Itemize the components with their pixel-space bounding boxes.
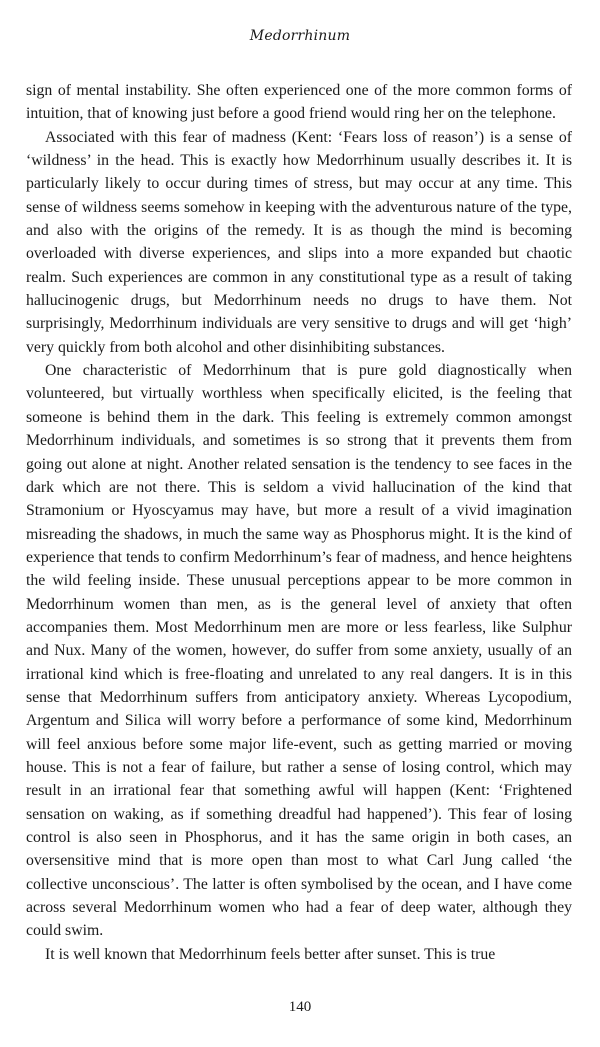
running-head: Medorrhinum [249,28,351,44]
paragraph-sunset: It is well known that Medorrhinum feels better after sunset. This is true [45,945,496,963]
paragraph-dark-feeling: One characteristic of Medorrhinum that is pure gold diagnostically when volunteered, but virtually worthless when specifically elicited, is the feeling that someone is behind them in the dark. This feeling is extremely common amongst Medorrhinum individuals, and sometimes is so strong that it prevents them from going out alone at night. Another related sensation is the tendency to see faces in the dark which are not there. This is seldom a vivid hallucination of the kind that Stramonium or Hyoscyamus may have, but more a result of a vivid imagination misreading the shadows, in much the same way as Phosphorus might. It is the kind of experience that tends to confirm Medorrhinum’s fear of madness, and hence heightens the wild feeling inside. These unusual perceptions appear to be more common in Medorrhinum women than men, as is the general level of anxiety that often accompanies them. Most Medorrhinum men are more or less fearless, like Sulphur and Nux. Many of the women, however, do suffer from some anxiety, usually of an irrational kind which is free-floating and unrelated to any real dangers. It is in this sense that Medorrhinum suffers from anticipatory anxiety. Whereas Lycopodium, Argentum and Silica will worry before a performance of some kind, Medorrhinum will feel anxious before some major life-event, such as getting married or moving house. This is not a fear of failure, but rather a sense of losing control, which may result in an irrational fear that something awful will happen (Kent: ‘Frightened sensation on waking, as if something dreadful had happened’). This fear of losing control is also seen in Phosphorus, and it has the same origin in both cases, an oversensitive mind that is more open than most to what Carl Jung called ‘the collective unconscious’. The latter is often symbolised by the ocean, and I have come across several Medorrhinum women who had a fear of deep water, although they could swim. [26,362,572,940]
paragraph-wildness: Associated with this fear of madness (Kent: ‘Fears loss of reason’) is a sense of ‘wildness’ in the head. This is exactly how Medorrhinum usually describes it. It is particularly likely to occur during times of stress, but may occur at any time. This sense of wildness seems somehow in keeping with the adventurous nature of the type, and also with the origins of the remedy. It is as though the mind is becoming overloaded with diverse experiences, and slips into a more expanded but chaotic realm. Such experiences are common in any constitutional type as a result of taking hallucinogenic drugs, but Medorrhinum needs no drugs to have them. Not surprisingly, Medorrhinum individuals are very sensitive to drugs and will get ‘high’ very quickly from both alcohol and other disinhibiting substances. [26,128,572,356]
body-text [26,79,572,966]
paragraph-continued: sign of mental instability. She often experienced one of the more common forms of intuition, that of knowing just before a good friend would ring her on the telephone. [26,82,572,123]
page-number: 140 [288,999,312,1015]
